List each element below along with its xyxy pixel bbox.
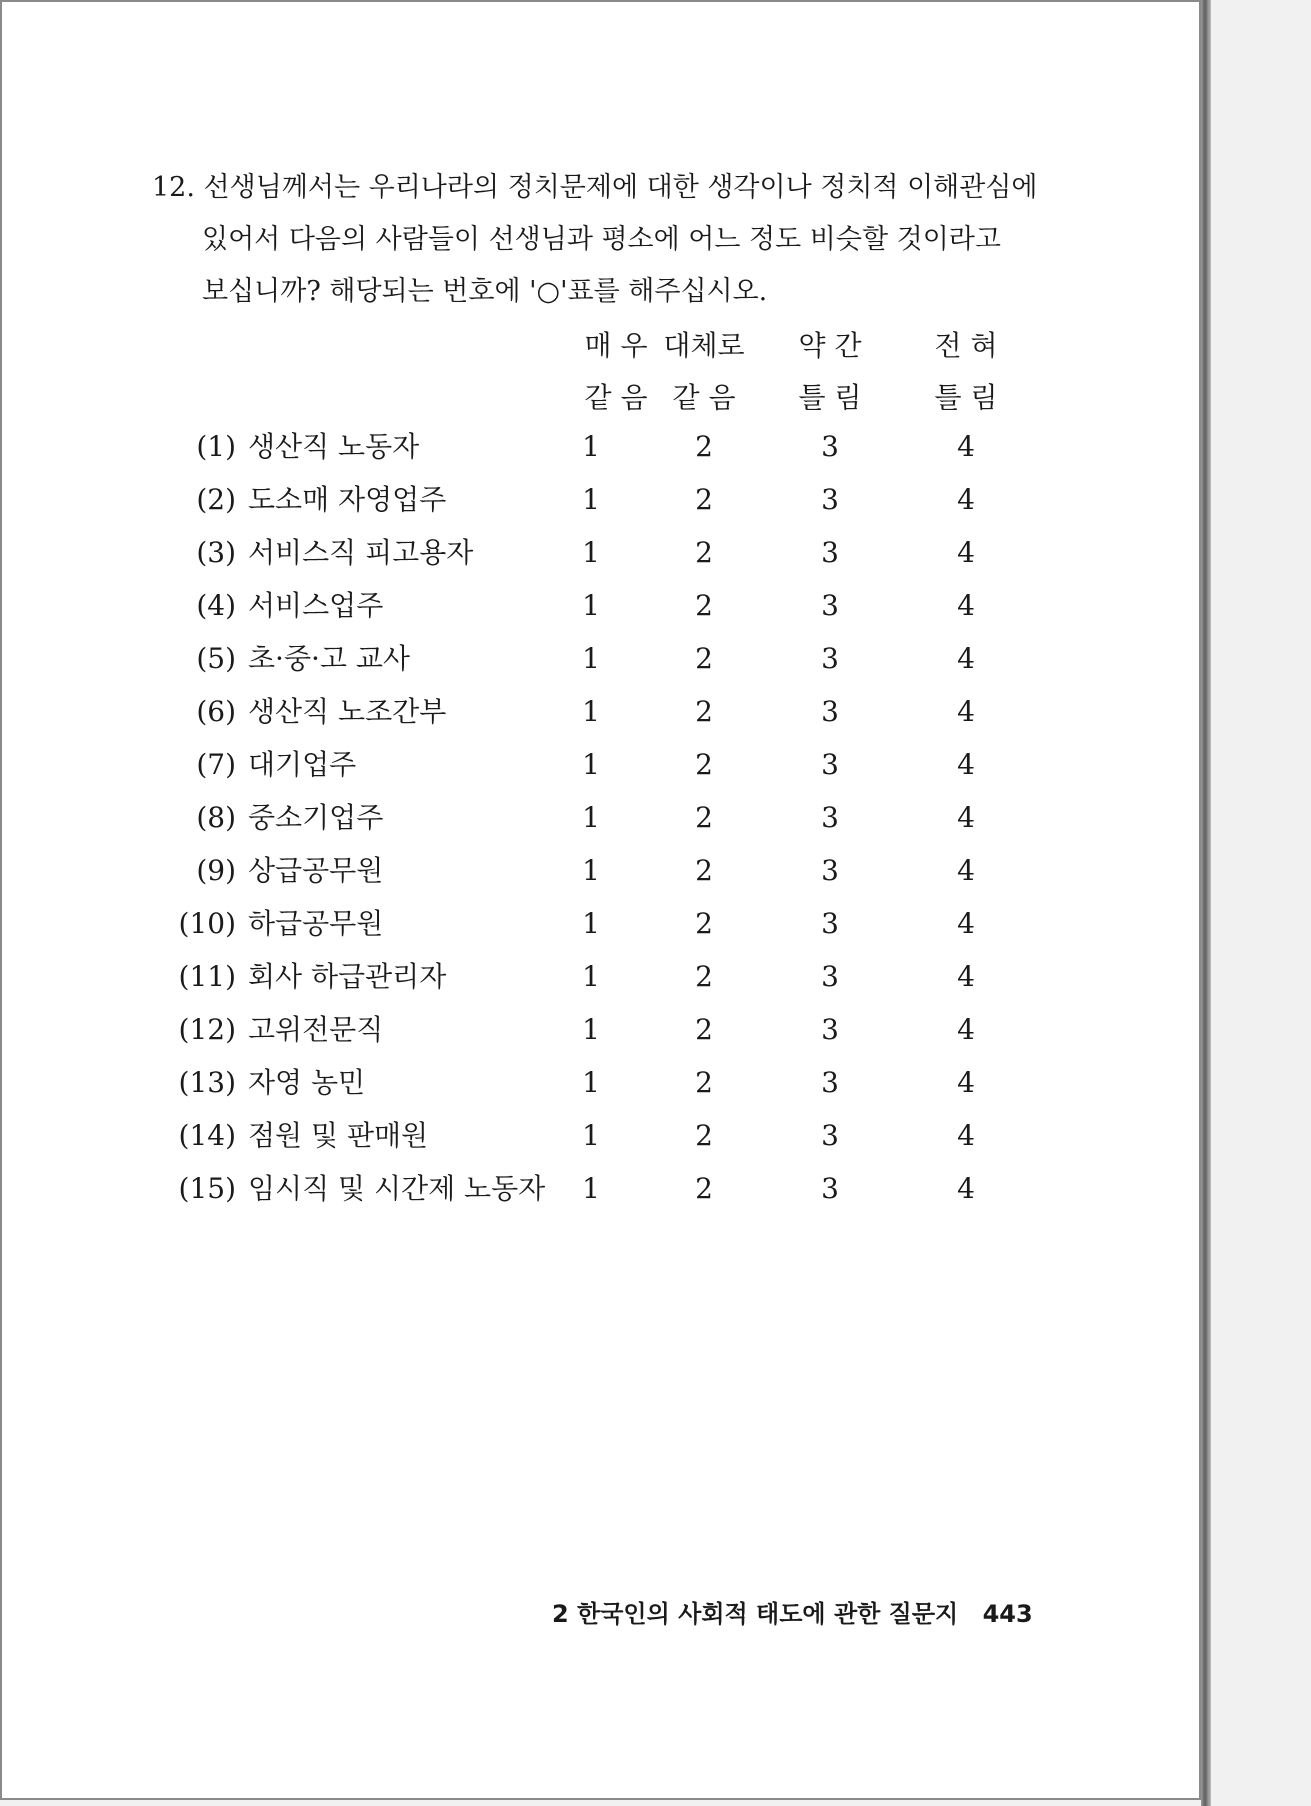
response-option-3[interactable]: 3	[821, 695, 839, 728]
item-text: 생산직 노조간부	[248, 695, 447, 728]
scale-headers	[2, 320, 1203, 430]
question-line-3: 보십니까? 해당되는 번호에 '○'표를 해주십시오.	[202, 276, 768, 307]
response-option-4[interactable]: 4	[957, 695, 975, 728]
page-binding-edge	[1201, 0, 1211, 1806]
item-label	[172, 1003, 383, 1056]
item-label	[172, 1109, 428, 1162]
item-number: (10)	[178, 907, 236, 940]
item-text: 상급공무원	[248, 854, 384, 887]
response-option-2[interactable]: 2	[695, 1172, 713, 1205]
item-number: (2)	[196, 483, 236, 516]
scale-header-4-top: 전 혀	[934, 329, 998, 362]
response-option-2[interactable]: 2	[695, 695, 713, 728]
item-text: 대기업주	[248, 748, 357, 781]
item-row	[2, 579, 1203, 632]
item-number: (8)	[196, 801, 236, 834]
response-option-2[interactable]: 2	[695, 801, 713, 834]
item-label	[172, 844, 383, 897]
scale-header-2-bottom: 같 음	[672, 381, 736, 414]
response-option-4[interactable]: 4	[957, 801, 975, 834]
item-row	[2, 685, 1203, 738]
response-option-1[interactable]: 1	[582, 589, 600, 622]
response-option-1[interactable]: 1	[582, 483, 600, 516]
response-option-3[interactable]: 3	[821, 1119, 839, 1152]
item-row	[2, 526, 1203, 579]
item-label	[172, 1056, 365, 1109]
response-option-4[interactable]: 4	[957, 589, 975, 622]
response-option-2[interactable]: 2	[695, 642, 713, 675]
question-text	[152, 162, 1072, 318]
response-option-1[interactable]: 1	[582, 801, 600, 834]
item-text: 도소매 자영업주	[248, 483, 447, 516]
item-row	[2, 897, 1203, 950]
question-line-1	[152, 162, 1072, 214]
response-option-4[interactable]: 4	[957, 907, 975, 940]
response-option-4[interactable]: 4	[957, 483, 975, 516]
question-line-2: 있어서 다음의 사람들이 선생님과 평소에 어느 정도 비슷할 것이라고	[202, 224, 1001, 255]
scale-header-3-bottom: 틀 림	[798, 381, 862, 414]
response-option-3[interactable]: 3	[821, 1013, 839, 1046]
item-number: (4)	[196, 589, 236, 622]
item-text: 생산직 노동자	[248, 430, 420, 463]
response-option-4[interactable]: 4	[957, 1013, 975, 1046]
item-number: (15)	[178, 1172, 236, 1205]
response-option-2[interactable]: 2	[695, 854, 713, 887]
item-label	[172, 738, 356, 791]
item-text: 자영 농민	[248, 1066, 366, 1099]
response-option-3[interactable]: 3	[821, 1066, 839, 1099]
response-option-2[interactable]: 2	[695, 430, 713, 463]
item-number: (11)	[178, 960, 236, 993]
response-option-3[interactable]: 3	[821, 907, 839, 940]
item-number: (6)	[196, 695, 236, 728]
response-option-1[interactable]: 1	[582, 854, 600, 887]
response-option-2[interactable]: 2	[695, 1013, 713, 1046]
item-text: 고위전문직	[248, 1013, 384, 1046]
response-option-4[interactable]: 4	[957, 536, 975, 569]
question-line-1-text: 선생님께서는 우리나라의 정치문제에 대한 생각이나 정치적 이해관심에	[203, 172, 1038, 203]
response-option-4[interactable]: 4	[957, 960, 975, 993]
scale-header-2	[644, 320, 764, 424]
scale-header-1-top: 매 우	[584, 329, 648, 362]
scale-header-4	[906, 320, 1026, 424]
response-option-4[interactable]: 4	[957, 642, 975, 675]
response-option-2[interactable]: 2	[695, 960, 713, 993]
item-label	[172, 950, 446, 1003]
response-option-4[interactable]: 4	[957, 854, 975, 887]
question-number: 12.	[152, 172, 195, 203]
response-option-1[interactable]: 1	[582, 642, 600, 675]
item-label	[172, 685, 446, 738]
response-option-4[interactable]: 4	[957, 1172, 975, 1205]
response-option-3[interactable]: 3	[821, 854, 839, 887]
response-option-4[interactable]: 4	[957, 1066, 975, 1099]
response-option-3[interactable]: 3	[821, 642, 839, 675]
response-option-3[interactable]: 3	[821, 1172, 839, 1205]
scale-header-1-bottom: 같 음	[584, 381, 648, 414]
scale-header-4-bottom: 틀 림	[934, 381, 998, 414]
response-option-3[interactable]: 3	[821, 536, 839, 569]
scale-header-3-top: 약 간	[798, 329, 862, 362]
response-option-3[interactable]: 3	[821, 430, 839, 463]
item-number: (7)	[196, 748, 236, 781]
response-option-2[interactable]: 2	[695, 589, 713, 622]
item-text: 서비스업주	[248, 589, 384, 622]
item-text: 점원 및 판매원	[248, 1119, 429, 1152]
item-text: 임시직 및 시간제 노동자	[248, 1172, 546, 1205]
item-text: 회사 하급관리자	[248, 960, 447, 993]
item-label	[172, 526, 473, 579]
response-option-1[interactable]: 1	[582, 695, 600, 728]
response-option-2[interactable]: 2	[695, 1066, 713, 1099]
footer-page-number: 443	[982, 1600, 1033, 1628]
item-number: (12)	[178, 1013, 236, 1046]
item-row	[2, 844, 1203, 897]
response-option-1[interactable]: 1	[582, 1119, 600, 1152]
response-option-2[interactable]: 2	[695, 907, 713, 940]
scale-header-3	[770, 320, 890, 424]
response-option-3[interactable]: 3	[821, 960, 839, 993]
response-option-1[interactable]: 1	[582, 430, 600, 463]
response-option-2[interactable]: 2	[695, 483, 713, 516]
item-row	[2, 632, 1203, 685]
response-option-3[interactable]: 3	[821, 589, 839, 622]
item-row	[2, 1056, 1203, 1109]
item-text: 중소기업주	[248, 801, 384, 834]
item-text: 하급공무원	[248, 907, 384, 940]
item-label	[172, 473, 446, 526]
response-option-1[interactable]: 1	[582, 960, 600, 993]
item-row	[2, 738, 1203, 791]
item-label	[172, 1162, 545, 1215]
response-option-1[interactable]: 1	[582, 1172, 600, 1205]
item-number: (13)	[178, 1066, 236, 1099]
item-text: 서비스직 피고용자	[248, 536, 474, 569]
response-option-1[interactable]: 1	[582, 907, 600, 940]
item-number: (14)	[178, 1119, 236, 1152]
response-option-1[interactable]: 1	[582, 536, 600, 569]
item-number: (9)	[196, 854, 236, 887]
item-text: 초·중·고 교사	[248, 642, 410, 675]
response-option-3[interactable]: 3	[821, 483, 839, 516]
response-option-3[interactable]: 3	[821, 748, 839, 781]
response-option-4[interactable]: 4	[957, 430, 975, 463]
response-option-1[interactable]: 1	[582, 1066, 600, 1099]
response-option-2[interactable]: 2	[695, 1119, 713, 1152]
item-label	[172, 420, 419, 473]
item-number: (5)	[196, 642, 236, 675]
item-row	[2, 950, 1203, 1003]
footer-chapter-title: 2 한국인의 사회적 태도에 관한 질문지	[552, 1600, 959, 1628]
response-option-1[interactable]: 1	[582, 748, 600, 781]
item-number: (1)	[196, 430, 236, 463]
item-row	[2, 420, 1203, 473]
response-option-2[interactable]: 2	[695, 536, 713, 569]
response-option-1[interactable]: 1	[582, 1013, 600, 1046]
item-number: (3)	[196, 536, 236, 569]
item-label	[172, 791, 383, 844]
response-option-3[interactable]: 3	[821, 801, 839, 834]
item-label	[172, 632, 410, 685]
response-option-2[interactable]: 2	[695, 748, 713, 781]
item-row	[2, 1003, 1203, 1056]
item-row	[2, 791, 1203, 844]
item-row	[2, 473, 1203, 526]
scale-header-2-top: 대체로	[663, 329, 745, 362]
item-row	[2, 1162, 1203, 1215]
item-label	[172, 897, 383, 950]
page-footer	[552, 1594, 1033, 1629]
response-option-4[interactable]: 4	[957, 1119, 975, 1152]
item-row	[2, 1109, 1203, 1162]
item-label	[172, 579, 383, 632]
response-option-4[interactable]: 4	[957, 748, 975, 781]
